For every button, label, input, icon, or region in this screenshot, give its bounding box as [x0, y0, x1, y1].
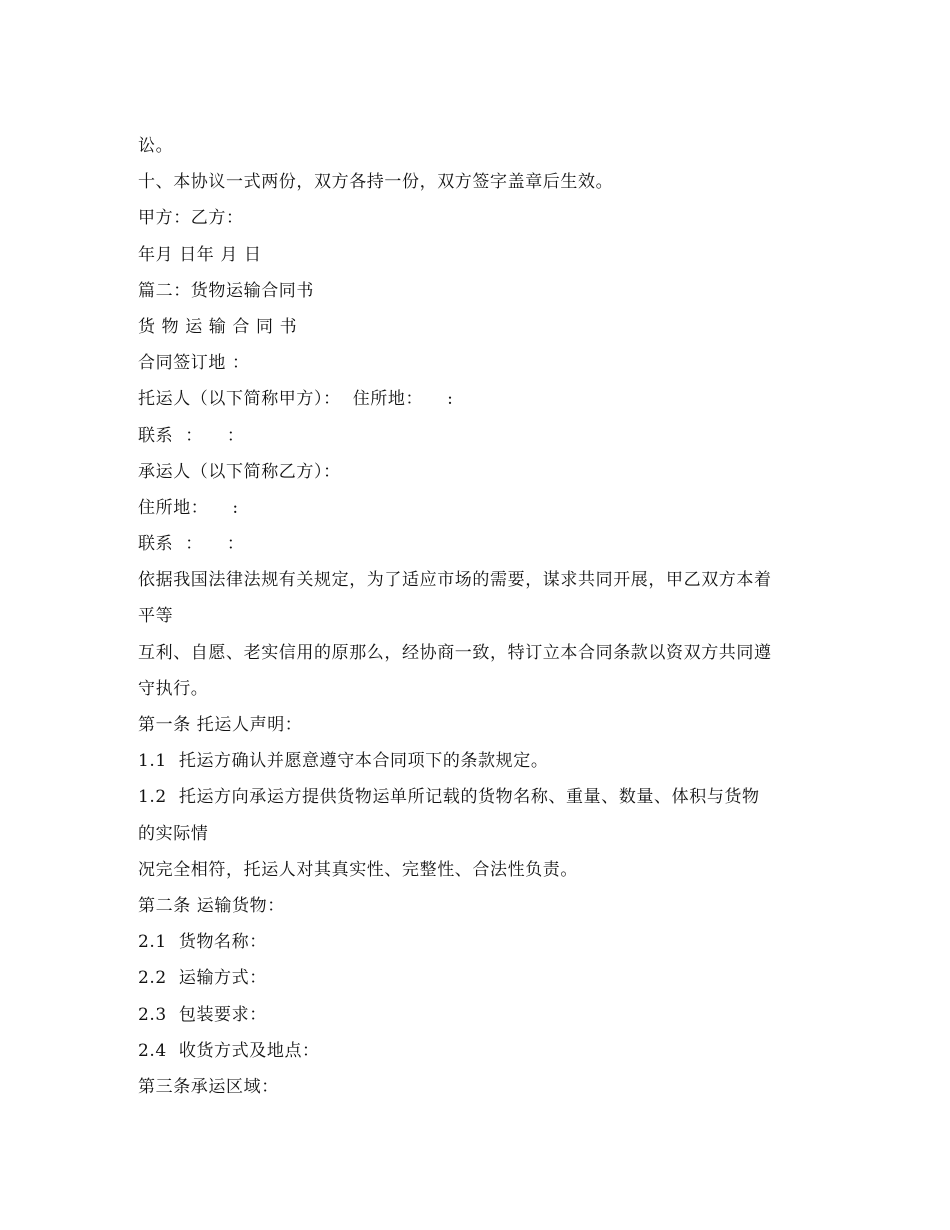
contract-title: 货 物 运 输 合 同 书 [138, 316, 298, 337]
clause-line: 2.3 包装要求： [138, 1004, 267, 1025]
text-line: 联系 ： ： [138, 425, 245, 446]
article-heading: 第三条承运区域： [138, 1076, 279, 1097]
clause-line: 的实际情 [138, 823, 209, 844]
paragraph-line: 依据我国法律法规有关规定，为了适应市场的需要，谋求共同开展，甲乙双方本着 [138, 570, 772, 591]
article-heading: 第二条 运输货物： [138, 895, 285, 916]
clause-line: 2.1 货物名称： [138, 932, 267, 953]
clause-line: 2.2 运输方式： [138, 968, 267, 989]
text-line: 十、本协议一式两份，双方各持一份，双方签字盖章后生效。 [138, 172, 614, 193]
clause-line: 况完全相符，托运人对其真实性、完整性、合法性负责。 [138, 859, 578, 880]
text-line: 住所地： : [138, 497, 239, 518]
clause-line: 1.2 托运方向承运方提供货物运单所记载的货物名称、重量、数量、体积与货物 [138, 787, 760, 808]
text-line: 承运人（以下简称乙方）： [138, 461, 341, 482]
clause-line: 2.4 收货方式及地点： [138, 1040, 320, 1061]
paragraph-line: 互利、自愿、老实信用的原那么，经协商一致，特订立本合同条款以资双方共同遵 [138, 642, 772, 663]
document-body [138, 128, 818, 1105]
paragraph-line: 平等 [138, 606, 174, 627]
article-heading: 第一条 托运人声明： [138, 715, 303, 735]
paragraph-line: 守执行。 [138, 678, 209, 699]
text-line: 年月 日年 月 日 [138, 244, 262, 265]
text-line: 托运人（以下简称甲方）： 住所地： : [138, 389, 454, 410]
text-line: 甲方：乙方： [138, 208, 244, 229]
clause-line: 1.1 托运方确认并愿意遵守本合同项下的条款规定。 [138, 751, 549, 772]
text-line: 合同签订地 ： [138, 353, 250, 374]
text-line: 联系 ： ： [138, 534, 245, 555]
text-line: 讼。 [138, 136, 174, 156]
section-heading: 篇二：货物运输合同书 [138, 280, 314, 301]
